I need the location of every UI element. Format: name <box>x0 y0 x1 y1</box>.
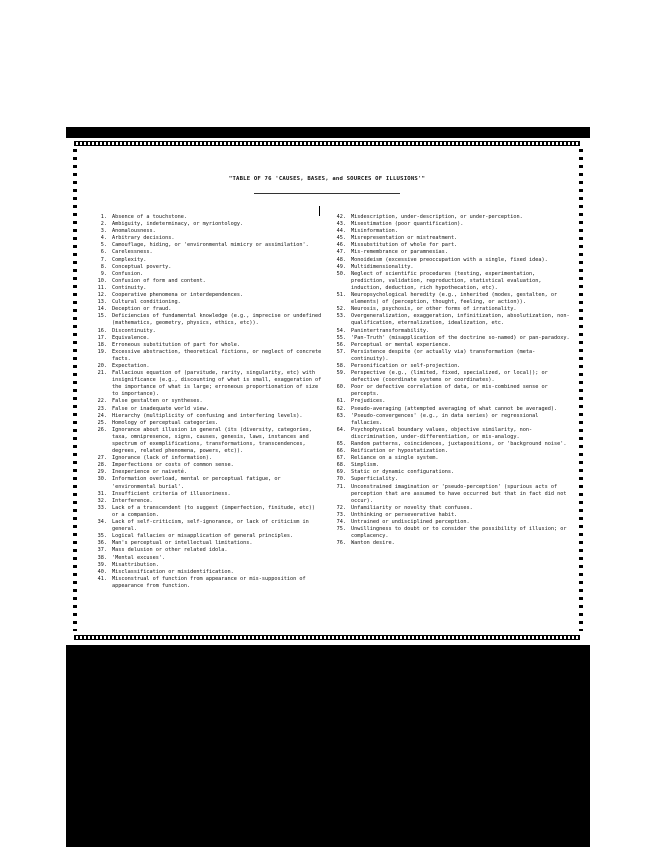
item-number: 47. <box>336 249 346 256</box>
item-text: Missubstitution of whole for part. <box>351 242 458 249</box>
item-number: 70. <box>336 476 346 483</box>
item-text: Misattribution. <box>112 561 159 568</box>
item-number: 27. <box>97 455 107 462</box>
item-number: 74. <box>336 519 346 526</box>
list-item <box>96 285 324 292</box>
item-text: Insufficient criteria of illusoriness. <box>112 490 231 497</box>
item-text: Neuropsychological heredity (e.g., inherited (modes, gestalten, or elements) of (perception, thought, feeling, or action)). <box>351 292 558 306</box>
list-item <box>96 228 324 235</box>
item-number: 1. <box>100 214 107 220</box>
item-number: 53. <box>336 313 346 320</box>
list-item <box>96 519 324 533</box>
item-number: 73. <box>336 511 346 518</box>
item-text: Equivalence. <box>112 334 150 341</box>
item-text: Multidimensionality. <box>351 263 414 270</box>
item-number: 40. <box>97 568 107 575</box>
item-text: Psychophysical boundary values, objective similarity, non-discrimination, under-differentiation, or mis-analogy. <box>351 426 533 440</box>
bottom-border-rule <box>74 635 580 640</box>
list-item <box>96 264 324 271</box>
item-text: 'Mental excuses'. <box>112 554 166 561</box>
right-column-list <box>335 214 571 547</box>
list-item <box>335 476 571 483</box>
item-text: Neurosis, psychosis, or other forms of irrationality. <box>351 306 517 313</box>
item-number: 3. <box>100 228 107 235</box>
item-number: 44. <box>336 228 346 235</box>
item-text: Wanton desire. <box>351 540 395 547</box>
list-item <box>96 306 324 313</box>
item-number: 7. <box>100 256 107 263</box>
list-item <box>335 370 571 384</box>
item-text: Random patterns, coincidences, juxtapositions, or 'background noise'. <box>351 441 567 447</box>
item-text: Mis-remembrance or paramnesias. <box>351 249 448 256</box>
top-border-rule <box>74 141 580 146</box>
item-number: 9. <box>100 270 107 277</box>
list-item <box>96 562 324 569</box>
item-text: Misrepresentation or mistreatment. <box>351 235 458 242</box>
item-number: 31. <box>97 490 107 497</box>
list-item <box>96 505 324 519</box>
item-text: Confusion of form and content. <box>112 277 206 284</box>
list-item <box>335 398 571 405</box>
item-number: 72. <box>336 504 346 511</box>
item-text: Monoideism (excessive preoccupation with a single, fixed idea). <box>351 256 548 263</box>
item-text: Misestimation (poor quantification). <box>351 221 464 228</box>
list-item <box>335 335 571 342</box>
item-text: Reliance on a single system. <box>351 455 439 462</box>
item-text: Ignorance (lack of information). <box>112 455 212 462</box>
item-text: Neglect of scientific procedures (testing, experimentation, prediction, validation, reproduction, statistical evaluation, induction, deduction, rich hypothecation, etc). <box>351 270 542 291</box>
item-number: 41. <box>97 575 107 582</box>
item-text: Anomalousness. <box>112 228 156 235</box>
item-text: Continuity. <box>112 284 147 291</box>
item-text: Unconstrained imagination or 'pseudo-perception' (spurious acts of perception that are assumed to have occurred but that in fact did not occur). <box>351 483 567 504</box>
item-number: 10. <box>97 277 107 284</box>
list-item <box>96 413 324 420</box>
item-text: Unwillingness to doubt or to consider the possibility of illusion; or complacency. <box>351 526 567 540</box>
item-text: Overgeneralization, exaggeration, infinitization, absolutization, non-qualification, eternalization, idealization, etc. <box>351 313 570 327</box>
list-item <box>96 328 324 335</box>
item-number: 54. <box>336 327 346 334</box>
list-item <box>335 292 571 306</box>
item-number: 11. <box>97 284 107 291</box>
list-item <box>335 235 571 242</box>
list-item <box>335 512 571 519</box>
list-item <box>96 547 324 554</box>
item-text: 'Pan-Truth' (misapplication of the doctrine so-named) or pan-paradoxy. <box>351 334 570 341</box>
item-number: 71. <box>336 483 346 490</box>
list-item <box>96 427 324 455</box>
item-number: 8. <box>100 263 107 270</box>
item-number: 57. <box>336 348 346 355</box>
list-item <box>335 342 571 349</box>
item-text: Perspective (e.g., (limited, fixed, specialized, or local)); or defective (coordinate systems or coordinates). <box>351 370 548 384</box>
list-item <box>96 498 324 505</box>
item-number: 48. <box>336 256 346 263</box>
item-text: Complexity. <box>112 256 147 263</box>
item-text: Cooperative phenomena or interdependences. <box>112 292 244 299</box>
item-number: 30. <box>97 476 107 483</box>
item-text: Information overload, mental or perceptual fatigue, or 'environmental burial'. <box>112 476 281 490</box>
item-number: 76. <box>336 540 346 547</box>
item-text: Logical fallacies or misapplication of general principles. <box>112 533 294 540</box>
list-item <box>335 221 571 228</box>
list-item <box>335 455 571 462</box>
item-number: 61. <box>336 398 346 405</box>
list-item <box>335 363 571 370</box>
item-text: Inexperience or naiveté. <box>112 469 187 476</box>
item-number: 38. <box>97 554 107 561</box>
item-number: 63. <box>336 412 346 419</box>
list-item <box>335 271 571 292</box>
item-text: Unthinking or perseverative habit. <box>351 511 458 518</box>
list-item <box>335 441 571 448</box>
item-number: 55. <box>336 334 346 341</box>
item-number: 4. <box>100 235 107 242</box>
item-number: 67. <box>336 455 346 462</box>
list-item <box>335 540 571 547</box>
list-item <box>96 313 324 327</box>
list-item <box>96 249 324 256</box>
list-item <box>335 427 571 441</box>
item-number: 36. <box>97 540 107 547</box>
list-item <box>96 242 324 249</box>
right-dotted-border <box>579 149 583 631</box>
item-number: 29. <box>97 469 107 476</box>
item-number: 45. <box>336 235 346 242</box>
item-number: 16. <box>97 327 107 334</box>
item-text: Fallacious equation of (parvitude, rarity, singularity, etc) with insignificance (e.g., discounting of what is small, exaggeration of the importance of what is large; erroneous proportionation of size to importance). <box>112 370 322 398</box>
item-number: 12. <box>97 292 107 299</box>
list-item <box>96 349 324 363</box>
list-item <box>96 214 324 221</box>
item-number: 32. <box>97 497 107 504</box>
item-text: Hierarchy (multiplicity of confusing and interfering levels). <box>112 412 303 419</box>
item-number: 25. <box>97 419 107 426</box>
item-number: 66. <box>336 448 346 455</box>
list-item <box>335 328 571 335</box>
list-item <box>335 505 571 512</box>
item-number: 22. <box>97 398 107 405</box>
list-item <box>96 235 324 242</box>
item-number: 17. <box>97 334 107 341</box>
item-number: 43. <box>336 221 346 228</box>
list-item <box>335 462 571 469</box>
list-item <box>335 526 571 540</box>
item-text: False or inadequate world view. <box>112 405 209 412</box>
list-item <box>96 569 324 576</box>
list-item <box>96 278 324 285</box>
item-text: Imperfections or costs of common sense. <box>112 462 234 469</box>
list-item <box>96 257 324 264</box>
item-text: Ignorance about illusion in general (its (diversity, categories, taxa, omnipresence, signs, causes, genesis, laws, instances and spectrum of exemplifications, transformations, transcendences, degrees, related phenomena, powers, etc)). <box>112 426 312 455</box>
item-number: 68. <box>336 462 346 469</box>
item-number: 69. <box>336 469 346 476</box>
item-number: 13. <box>97 299 107 306</box>
list-item <box>335 264 571 271</box>
list-item <box>335 257 571 264</box>
item-number: 34. <box>97 519 107 526</box>
list-item <box>96 342 324 349</box>
list-item <box>335 448 571 455</box>
item-text: Misconstrual of function from appearance or mis-supposition of appearance from function. <box>112 575 306 589</box>
item-number: 65. <box>336 441 346 447</box>
item-text: Simplism. <box>351 462 380 469</box>
list-item <box>96 533 324 540</box>
list-item <box>96 455 324 462</box>
item-number: 19. <box>97 348 107 355</box>
item-number: 21. <box>97 370 107 377</box>
item-text: Interference. <box>112 497 153 504</box>
list-item <box>96 363 324 370</box>
item-number: 20. <box>97 362 107 369</box>
list-item <box>335 484 571 505</box>
list-item <box>96 398 324 405</box>
item-text: Deception or fraud. <box>112 306 172 313</box>
item-number: 6. <box>100 249 107 256</box>
item-number: 35. <box>97 533 107 540</box>
list-item <box>335 214 571 221</box>
item-text: Reification or hypostatization. <box>351 448 448 455</box>
item-text: Discontinuity. <box>112 327 156 334</box>
item-number: 14. <box>97 306 107 313</box>
item-text: Personification or self-projection. <box>351 362 461 369</box>
list-item <box>96 420 324 427</box>
list-item <box>96 335 324 342</box>
item-number: 52. <box>336 306 346 313</box>
item-text: Lack of self-criticism, self-ignorance, or lack of criticism in general. <box>112 519 309 533</box>
list-item <box>335 313 571 327</box>
item-text: Erroneous substitution of part for whole. <box>112 341 241 348</box>
list-item <box>335 519 571 526</box>
item-number: 58. <box>336 362 346 369</box>
item-number: 62. <box>336 405 346 412</box>
item-text: Absence of a touchstone. <box>112 214 187 220</box>
item-number: 5. <box>100 242 107 249</box>
item-number: 2. <box>100 221 107 228</box>
item-number: 24. <box>97 412 107 419</box>
item-text: 'Pseudo-convergences' (e.g., in data series) or regressional fallacies. <box>351 412 539 426</box>
list-item <box>335 249 571 256</box>
item-text: Conceptual poverty. <box>112 263 172 270</box>
item-text: Homology of perceptual categories. <box>112 419 219 426</box>
item-number: 60. <box>336 384 346 391</box>
list-item <box>335 242 571 249</box>
item-number: 28. <box>97 462 107 469</box>
item-number: 39. <box>97 561 107 568</box>
list-item <box>335 413 571 427</box>
item-text: Carelessness. <box>112 249 153 256</box>
list-item <box>96 292 324 299</box>
item-text: Arbitrary decisions. <box>112 235 175 242</box>
item-number: 18. <box>97 341 107 348</box>
item-number: 51. <box>336 292 346 299</box>
list-item <box>96 555 324 562</box>
item-text: Expectation. <box>112 362 150 369</box>
item-text: Cultural conditioning. <box>112 299 181 306</box>
item-number: 75. <box>336 526 346 533</box>
item-text: Misclassification or misidentification. <box>112 568 234 575</box>
list-item <box>96 540 324 547</box>
list-item <box>335 228 571 235</box>
item-text: Perceptual or mental experience. <box>351 341 451 348</box>
item-number: 46. <box>336 242 346 249</box>
left-dotted-border <box>73 149 77 631</box>
item-text: Misinformation. <box>351 228 398 235</box>
item-number: 26. <box>97 426 107 433</box>
title-underline <box>254 193 400 194</box>
item-text: Ambiguity, indeterminacy, or myriontology. <box>112 221 244 228</box>
item-number: 50. <box>336 270 346 277</box>
table-title: "TABLE OF 76 'CAUSES, BASES, and SOURCES OF ILLUSIONS'" <box>228 176 426 182</box>
item-text: Lack of a transcendent (to suggest (imperfection, finitude, etc)) or a companion. <box>112 504 316 518</box>
item-number: 23. <box>97 405 107 412</box>
list-item <box>96 491 324 498</box>
item-number: 56. <box>336 341 346 348</box>
item-text: Pseudo-averaging (attempted averaging of what cannot be averaged). <box>351 405 558 412</box>
item-text: Unfamiliarity or novelty that confuses. <box>351 504 473 511</box>
item-number: 49. <box>336 263 346 270</box>
item-text: Persistence despite (or actually via) transformation (meta-continuity). <box>351 348 536 362</box>
item-text: Poor or defective correlation of data, or mis-combined sense or percepts. <box>351 384 548 398</box>
list-item <box>335 306 571 313</box>
item-number: 15. <box>97 313 107 320</box>
item-text: False gestalten or syntheses. <box>112 398 203 405</box>
item-number: 64. <box>336 426 346 433</box>
item-text: Man's perceptual or intellectual limitations. <box>112 540 253 547</box>
item-text: Confusion. <box>112 270 144 277</box>
list-item <box>96 271 324 278</box>
list-item <box>335 384 571 398</box>
item-text: Panintertransformability. <box>351 327 430 334</box>
item-text: Static or dynamic configurations. <box>351 469 455 476</box>
item-text: Excessive abstraction, theoretical fictions, or neglect of concrete facts. <box>112 348 322 362</box>
item-text: Deficiencies of fundamental knowledge (e.g., imprecise or undefined (mathematics, geometry, physics, ethics, etc)). <box>112 313 322 327</box>
item-text: Untrained or undisciplined perception. <box>351 519 470 526</box>
item-text: Mass delusion or other related idola. <box>112 547 228 554</box>
list-item <box>96 221 324 228</box>
list-item <box>335 469 571 476</box>
item-text: Misdescription, under-description, or under-perception. <box>351 214 523 220</box>
list-item <box>96 476 324 490</box>
item-text: Prejudices. <box>351 398 386 405</box>
list-item <box>335 406 571 413</box>
list-item <box>96 299 324 306</box>
list-item <box>96 576 324 590</box>
item-text: Superficiality. <box>351 476 398 483</box>
item-number: 42. <box>336 214 346 220</box>
list-item <box>96 370 324 398</box>
left-column-list <box>96 214 324 590</box>
list-item <box>335 349 571 363</box>
item-number: 37. <box>97 547 107 554</box>
list-item <box>96 469 324 476</box>
item-number: 33. <box>97 504 107 511</box>
item-number: 59. <box>336 370 346 377</box>
list-item <box>96 406 324 413</box>
item-text: Camouflage, hiding, or 'environmental mimicry or assimilation'. <box>112 242 309 249</box>
